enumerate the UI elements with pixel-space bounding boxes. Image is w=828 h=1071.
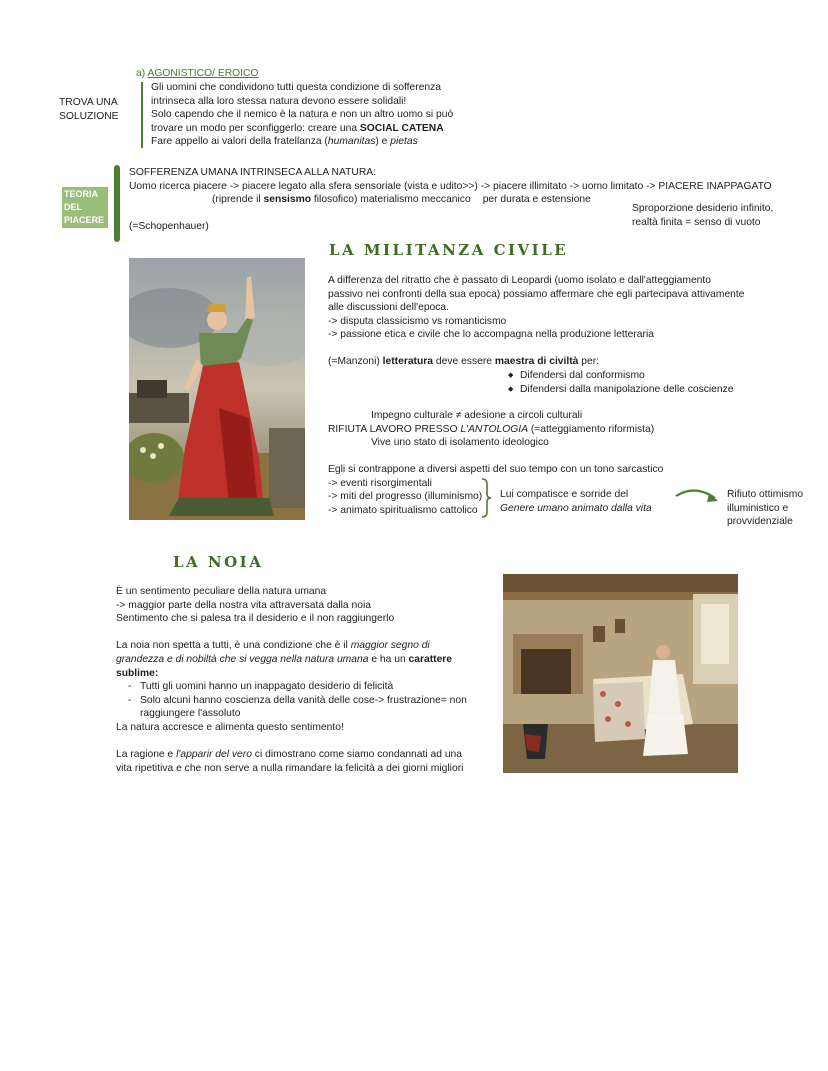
noia-heading: LA NOIA	[173, 553, 264, 571]
side-label: TROVA UNA SOLUZIONE	[59, 97, 119, 122]
militanza-p1: A differenza del ritratto che è passato di Leopardi (uomo isolato e dall'atteggiamento passivo nei confronti della sua epoca) possiamo affermare che egli partecipava attivamente alle discussioni dell'epoca. -> disputa classicismo vs romanticismo -> passione etica e civile che lo accompagna nella produzione letteraria	[328, 275, 745, 341]
theory-bar	[114, 165, 120, 242]
theory-tag: TEORIA DEL PIACERE	[62, 187, 108, 228]
list-item: ◆ Difendersi dalla manipolazione delle coscienze	[508, 383, 734, 397]
list-item: - Tutti gli uomini hanno un inappagato desiderio di felicità	[116, 680, 476, 694]
section-a-title	[136, 67, 258, 81]
militanza-middle-note: Lui compatisce e sorride del Genere umano animato dalla vita	[500, 489, 652, 514]
theory-note: Sproporzione desiderio infinito, realtà finita = senso di vuoto	[632, 203, 774, 228]
curved-arrow-icon	[673, 484, 723, 506]
theory-text: SOFFERENZA UMANA INTRINSECA ALLA NATURA: Uomo ricerca piacere -> piacere legato alla sfera sensoriale (vista e udito>>) -> piacere illimitato -> uomo limitato -> PIACERE INAPPAGATO (riprende il sensismo filosofico) materialismo meccanico per durata e estensione	[129, 167, 772, 206]
painting-italia-figure	[129, 258, 305, 520]
militanza-p3: Impegno culturale ≠ adesione a circoli culturali RIFIUTA LAVORO PRESSO L'ANTOLOGIA (=atteggiamento riformista) Vive uno stato di isolamento ideologico	[328, 410, 655, 449]
brace-icon	[480, 478, 492, 518]
militanza-p2: (=Manzoni) letteratura deve essere maestra di civiltà per:	[328, 356, 600, 367]
militanza-heading: LA MILITANZA CIVILE	[329, 241, 569, 259]
militanza-right-note: Rifiuto ottimismo illuministico e provvidenziale	[727, 489, 804, 528]
section-a-text: Gli uomini che condividono tutti questa condizione di sofferenza intrinseca alla loro stessa natura devono essere solidali! Solo capendo che il nemico è la natura e non un altro uomo si può trovare un modo per sconfiggerlo: creare una SOCIAL CATENA Fare appello ai valori della fratellanza (humanitas) e pietas	[151, 82, 454, 148]
section-a-bar	[141, 82, 143, 148]
militanza-bullets	[508, 369, 734, 396]
noia-dash-list	[116, 680, 476, 721]
interior-painting	[503, 574, 738, 773]
list-item: ◆ Difendersi dal conformismo	[508, 369, 734, 383]
noia-text: È un sentimento peculiare della natura umana -> maggior parte della nostra vita attraversata dalla noia Sentimento che si palesa tra il desiderio e il non raggiungerlo La noia non spetta a tutti, è una condizione che è il maggior segno di grandezza e di nobiltà che si vegga nella natura umana e ha un carattere sublime: - Tutti gli uomini hanno un inappagato desiderio di felicità - Solo alcuni hanno coscienza della vanità delle cose-> frustrazione= non raggiungere l'assoluto La natura accresce e alimenta questo sentimento! La ragione e l'apparir del vero ci dimostrano come siamo condannati ad una vita ripetitiva e che non serve a nulla rimandare la felicità a dei giorni migliori	[116, 585, 486, 775]
agonistico-link[interactable]: AGONISTICO/ EROICO	[147, 68, 259, 79]
list-item: - Solo alcuni hanno coscienza della vanità delle cose-> frustrazione= non raggiungere l'assoluto	[116, 694, 476, 721]
schopenhauer-note: (=Schopenhauer)	[129, 221, 209, 232]
painting-interior-scene	[503, 574, 738, 773]
list-marker: a)	[136, 68, 146, 79]
italia-painting	[129, 258, 305, 520]
militanza-p4: Egli si contrappone a diversi aspetti del suo tempo con un tono sarcastico -> eventi risorgimentali -> miti del progresso (illuminismo) -> animato spiritualismo cattolico	[328, 464, 664, 516]
